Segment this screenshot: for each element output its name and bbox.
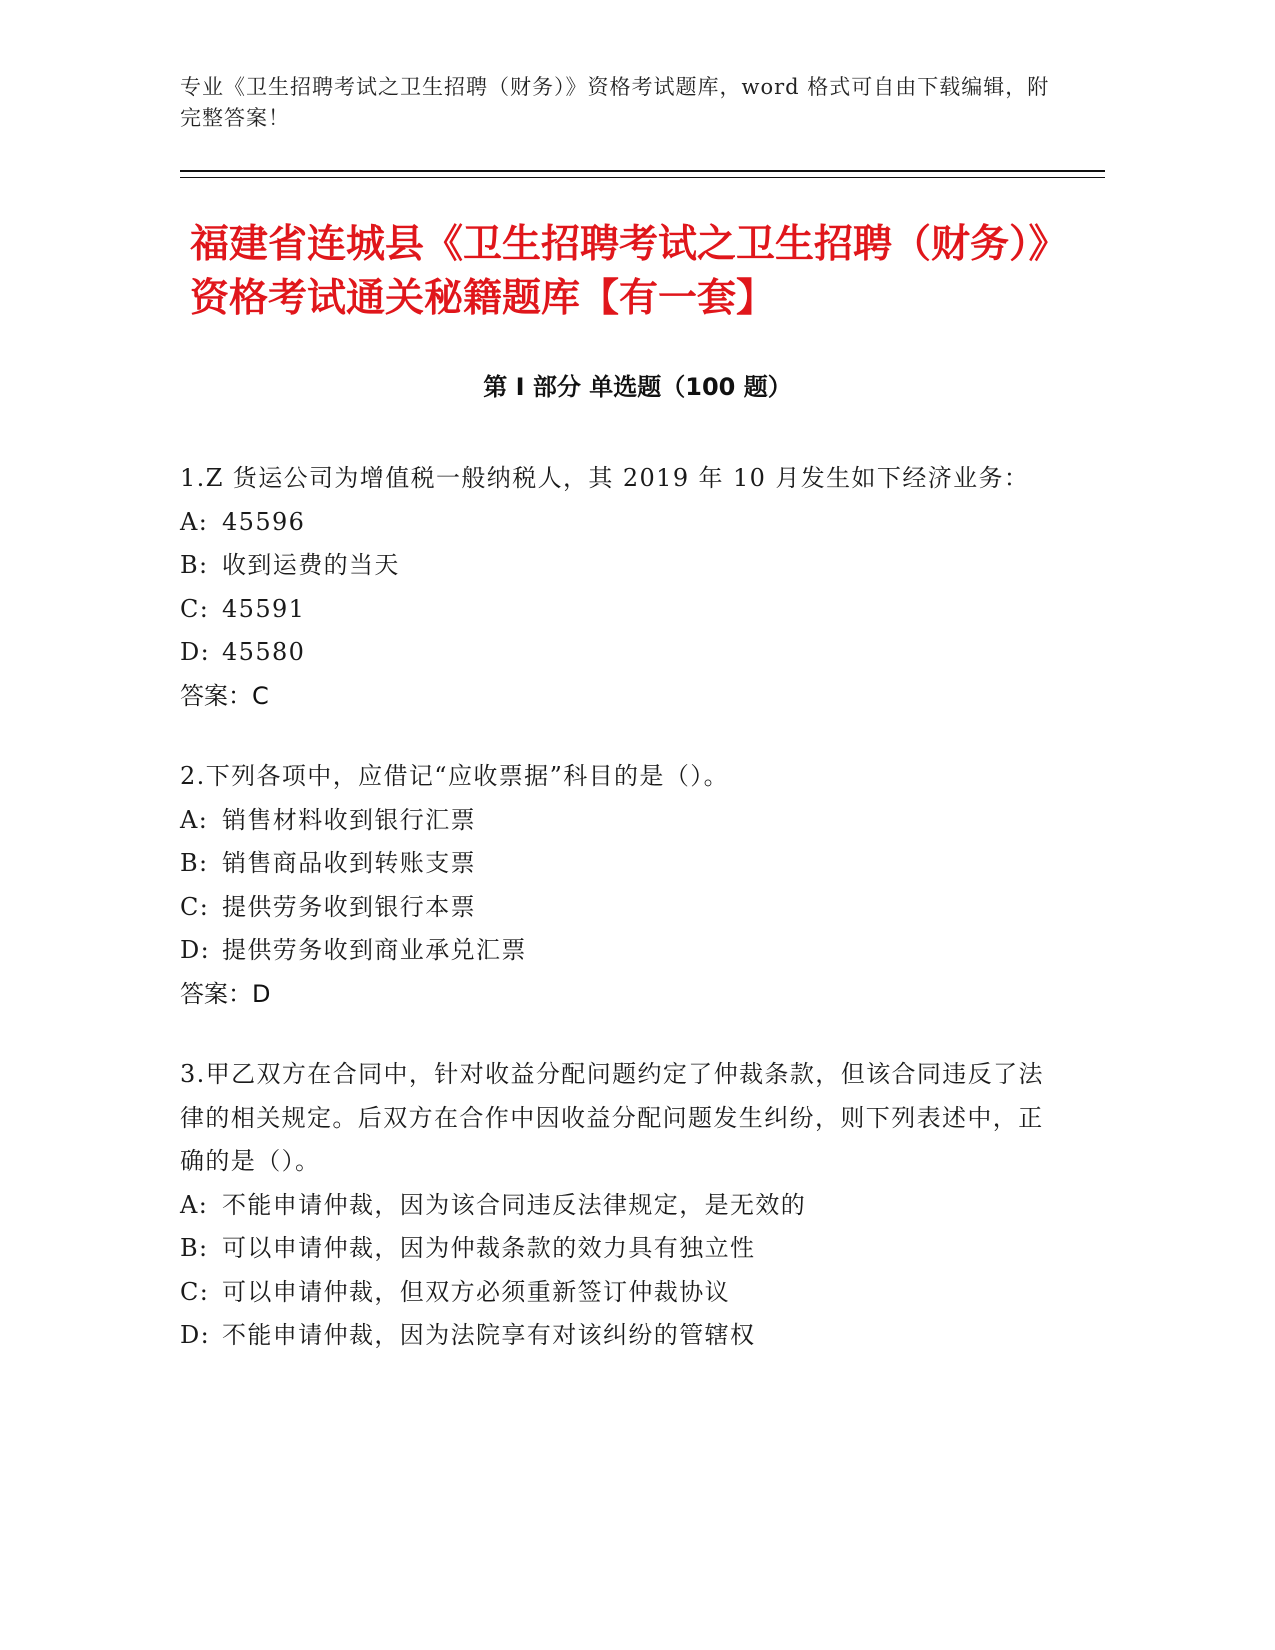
option-text: 提供劳务收到银行本票 [222, 892, 476, 921]
option-text: 销售材料收到银行汇票 [222, 805, 476, 834]
option-text: 45596 [222, 507, 306, 536]
option-key: A: [180, 805, 209, 834]
question-2 [180, 755, 1060, 1016]
option-b [180, 1227, 1060, 1271]
option-key: B: [180, 551, 209, 579]
question-list [180, 457, 1060, 1395]
option-text: 可以申请仲裁，因为仲裁条款的效力具有独立性 [222, 1234, 756, 1262]
option-key: A: [180, 507, 209, 536]
question-stem: 2.下列各项中，应借记“应收票据”科目的是（）。 [180, 762, 730, 790]
option-b [180, 842, 1060, 886]
option-text: 收到运费的当天 [222, 551, 400, 579]
option-a [180, 1184, 1060, 1228]
answer-line: 答案：D [180, 979, 271, 1008]
option-b [180, 544, 1060, 588]
option-text: 不能申请仲裁，因为该合同违反法律规定，是无效的 [222, 1190, 807, 1219]
option-key: D: [180, 1321, 211, 1349]
question-stem: 1.Z 货运公司为增值税一般纳税人，其 2019 年 10 月发生如下经济业务： [180, 464, 1030, 492]
option-key: C: [180, 892, 210, 921]
option-text: 不能申请仲裁，因为法院享有对该纠纷的管辖权 [222, 1321, 756, 1349]
document-title: 福建省连城县《卫生招聘考试之卫生招聘（财务）》资格考试通关秘籍题库【有一套】 [190, 222, 1068, 321]
header-rule-thick [180, 170, 1105, 172]
option-text: 可以申请仲裁，但双方必须重新签订仲裁协议 [222, 1277, 730, 1306]
question-1 [180, 457, 1060, 718]
option-text: 销售商品收到转账支票 [222, 849, 476, 877]
option-key: C: [180, 594, 210, 623]
answer-line: 答案：C [180, 681, 269, 710]
option-c [180, 886, 1060, 930]
header-rule-thin [180, 177, 1105, 178]
option-d [180, 1314, 1060, 1358]
option-key: C: [180, 1277, 210, 1306]
option-key: D: [180, 936, 211, 964]
option-a [180, 501, 1060, 545]
header-note: 专业《卫生招聘考试之卫生招聘（财务）》资格考试题库，word 格式可自由下载编辑，附完整答案！ [180, 75, 1050, 130]
option-key: A: [180, 1190, 209, 1219]
option-key: B: [180, 1234, 209, 1262]
option-text: 45591 [222, 594, 306, 623]
option-text: 提供劳务收到商业承兑汇票 [222, 936, 527, 964]
option-d [180, 631, 1060, 675]
section-heading: 第 I 部分 单选题（100 题） [483, 373, 792, 401]
option-d [180, 929, 1060, 973]
option-c [180, 588, 1060, 632]
question-3 [180, 1053, 1060, 1358]
option-key: B: [180, 849, 209, 877]
question-stem: 3.甲乙双方在合同中，针对收益分配问题约定了仲裁条款，但该合同违反了法律的相关规定。后双方在合作中因收益分配问题发生纠纷，则下列表述中，正确的是（）。 [180, 1060, 1044, 1175]
option-a [180, 799, 1060, 843]
option-key: D: [180, 638, 211, 666]
option-text: 45580 [222, 638, 306, 666]
option-c [180, 1271, 1060, 1315]
